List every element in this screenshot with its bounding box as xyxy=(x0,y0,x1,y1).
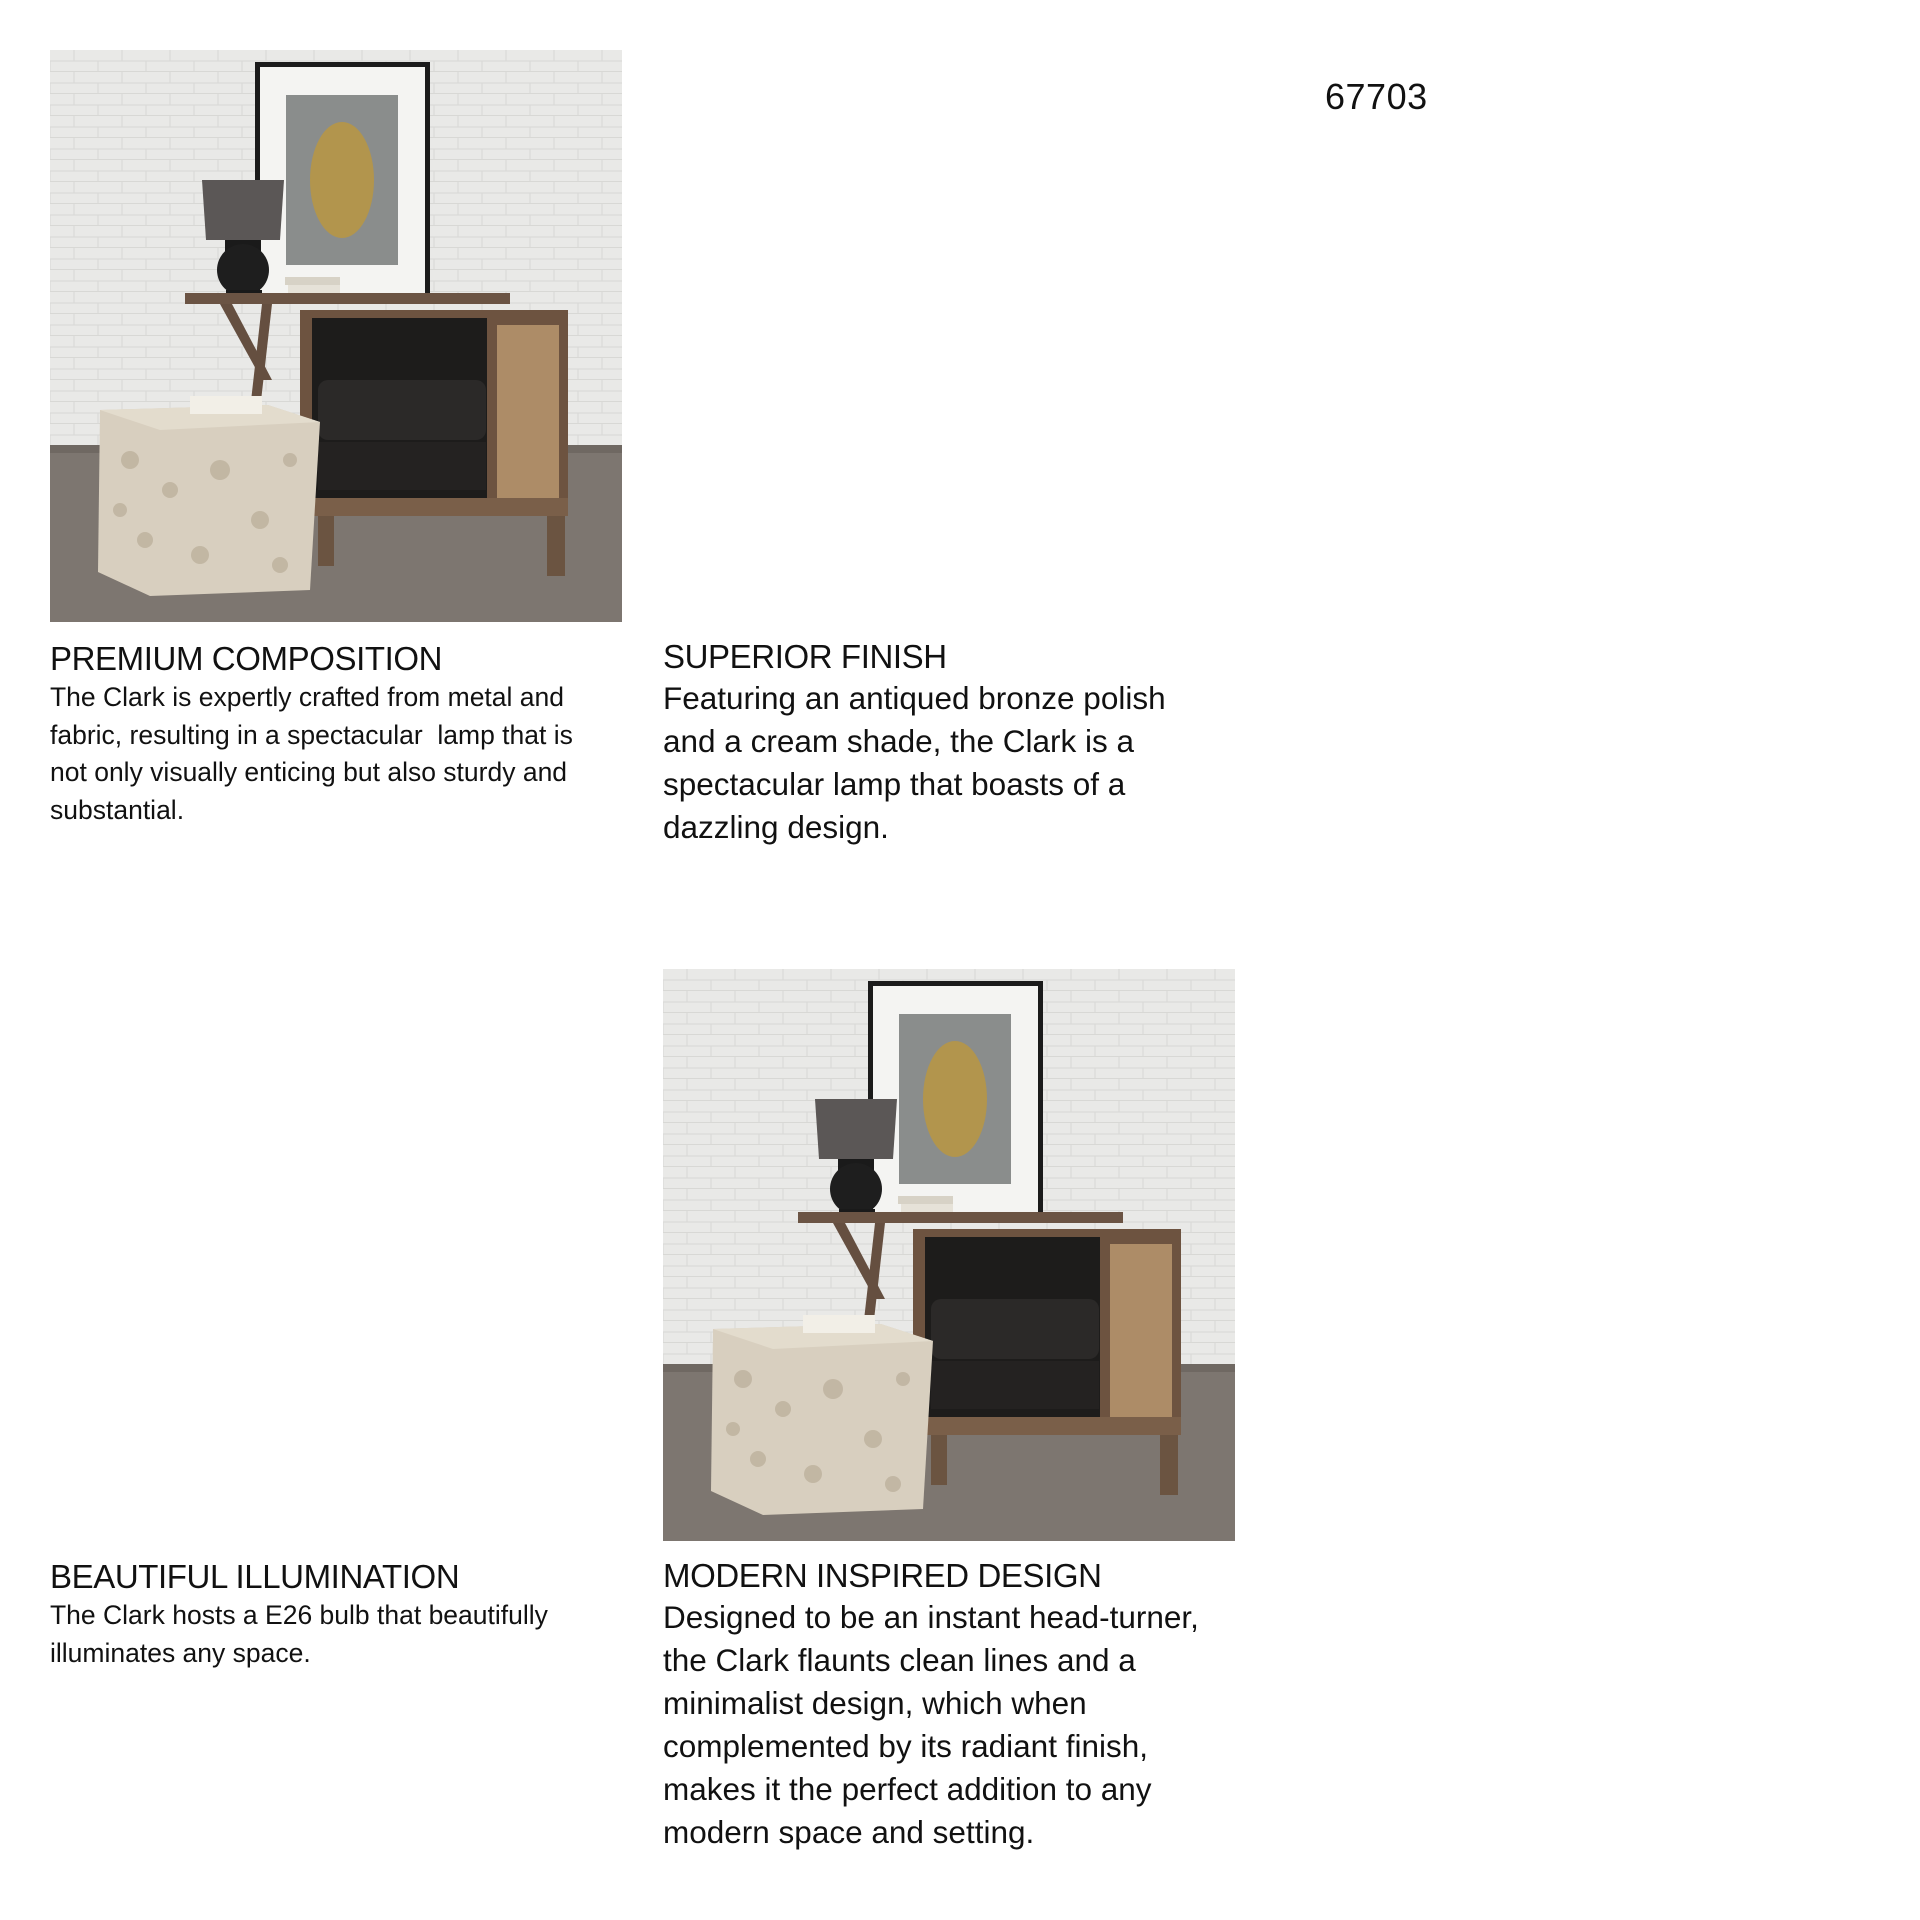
body-line: complemented by its radiant finish, xyxy=(663,1728,1148,1764)
feature-premium-composition xyxy=(50,640,630,829)
body-line: and a cream shade, the Clark is a xyxy=(663,723,1134,759)
body-line: makes it the perfect addition to any xyxy=(663,1771,1152,1807)
body-line: Featuring an antiqued bronze polish xyxy=(663,680,1166,716)
product-photo xyxy=(663,969,1235,1541)
body-line: dazzling design. xyxy=(663,809,889,845)
body-line: the Clark flaunts clean lines and a xyxy=(663,1642,1136,1678)
room-scene-image xyxy=(663,969,1235,1541)
product-photo xyxy=(50,50,622,622)
body-line: fabric, resulting in a spectacular lamp that is xyxy=(50,719,573,750)
body-line: minimalist design, which when xyxy=(663,1685,1087,1721)
section-body xyxy=(663,1596,1253,1854)
feature-superior-finish xyxy=(663,638,1243,849)
body-line: modern space and setting. xyxy=(663,1814,1035,1850)
body-line: The Clark is expertly crafted from metal and xyxy=(50,682,564,712)
body-line: The Clark hosts a E26 bulb that beautifully xyxy=(50,1600,548,1630)
body-line: not only visually enticing but also sturdy and xyxy=(50,757,568,787)
section-body xyxy=(50,679,630,829)
section-heading: BEAUTIFUL ILLUMINATION xyxy=(50,1558,460,1595)
section-heading: MODERN INSPIRED DESIGN xyxy=(663,1557,1102,1594)
section-body xyxy=(663,677,1243,849)
feature-beautiful-illumination xyxy=(50,1558,630,1672)
feature-modern-inspired-design xyxy=(663,1557,1253,1854)
body-line: Designed to be an instant head-turner, xyxy=(663,1599,1199,1635)
body-line: illuminates any space. xyxy=(50,1637,311,1668)
section-heading: PREMIUM COMPOSITION xyxy=(50,640,443,677)
section-body xyxy=(50,1597,630,1672)
room-scene-image xyxy=(50,50,622,622)
product-sku: 67703 xyxy=(1325,76,1428,117)
section-heading: SUPERIOR FINISH xyxy=(663,638,947,675)
body-line: spectacular lamp that boasts of a xyxy=(663,766,1126,802)
body-line: substantial. xyxy=(50,794,185,825)
